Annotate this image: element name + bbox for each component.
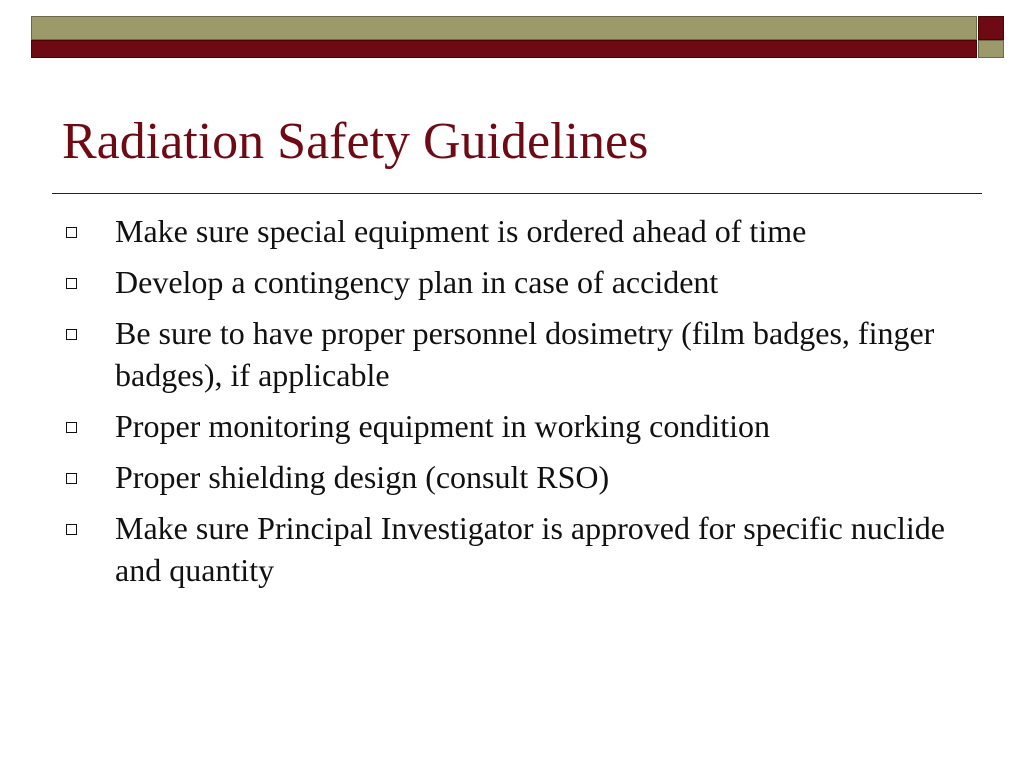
bullet-item [66,405,966,447]
hollow-square-bullet-icon [66,422,77,433]
bullet-item [66,456,966,498]
bullet-text: Develop a contingency plan in case of accident [115,264,719,300]
bullet-text: Proper monitoring equipment in working condition [115,408,771,444]
hollow-square-bullet-icon [66,524,77,535]
hollow-square-bullet-icon [66,473,77,484]
bullet-list [66,210,966,600]
bullet-text: Proper shielding design (consult RSO) [115,459,610,495]
header-corner-red [978,16,1004,40]
hollow-square-bullet-icon [66,227,77,238]
bullet-item [66,312,966,396]
bullet-text: Make sure Principal Investigator is approved for specific nuclide and quantity [115,510,945,588]
header-band-olive [31,16,977,40]
hollow-square-bullet-icon [66,329,77,340]
bullet-text: Be sure to have proper personnel dosimetry (film badges, finger badges), if applicable [115,315,935,393]
bullet-item [66,210,966,252]
title-underline [52,193,982,194]
bullet-text: Make sure special equipment is ordered ahead of time [115,213,807,249]
bullet-item [66,261,966,303]
slide-title: Radiation Safety Guidelines [62,113,649,170]
header-corner-olive [978,40,1004,58]
header-band-red [31,40,977,58]
bullet-item [66,507,966,591]
hollow-square-bullet-icon [66,278,77,289]
